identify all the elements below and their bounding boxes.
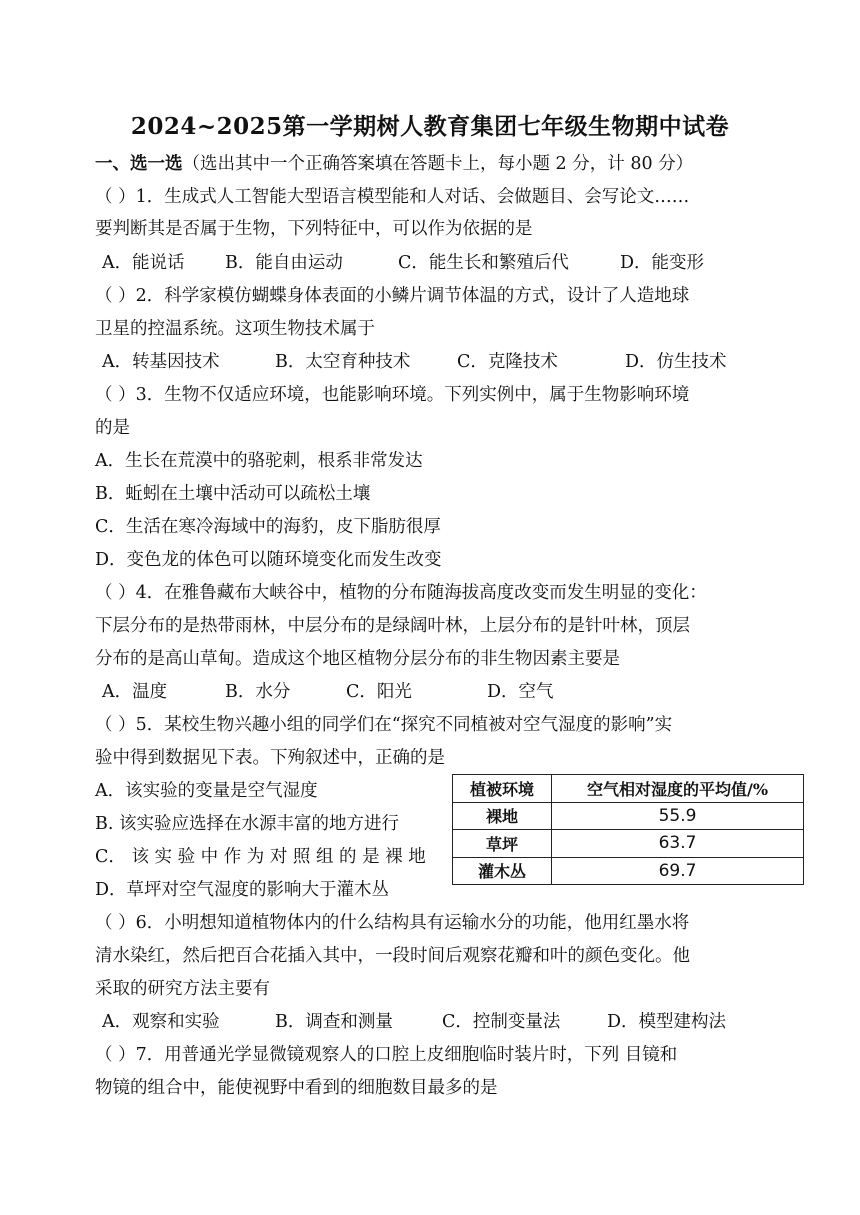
q3-option-d: D．变色龙的体色可以随环境变化而发生改变 [95, 550, 442, 570]
q6-option-d: D．模型建构法 [607, 1012, 727, 1032]
q3-option-b: B．蚯蚓在土壤中活动可以疏松土壤 [95, 484, 371, 504]
q1-option-b: B．能自由运动 [225, 253, 343, 273]
q1-option-d: D．能变形 [620, 253, 705, 273]
q4-option-a: A．温度 [102, 682, 168, 702]
q2-line-2: 卫星的控温系统。这项生物技术属于 [95, 319, 375, 339]
table-row [453, 802, 804, 830]
q5-line-1: （ ）5．某校生物兴趣小组的同学们在“探究不同植被对空气湿度的影响”实 [95, 715, 673, 735]
q2-line-1: （ ）2．科学家模仿蝴蝶身体表面的小鳞片调节体温的方式，设计了人造地球 [95, 286, 690, 306]
q4-line-2: 下层分布的是热带雨林，中层分布的是绿阔叶林，上层分布的是针叶林，顶层 [95, 616, 690, 636]
q5-option-c: C． 该 实 验 中 作 为 对 照 组 的 是 裸 地 [95, 847, 426, 867]
q6-line-2: 清水染红，然后把百合花插入其中，一段时间后观察花瓣和叶的颜色变化。他 [95, 946, 690, 966]
q6-line-1: （ ）6．小明想知道植物体内的什么结构具有运输水分的功能，他用红墨水将 [95, 913, 690, 933]
table-cell-env: 灌木丛 [453, 857, 552, 885]
q5-line-2: 验中得到数据见下表。下殉叙述中，正确的是 [95, 748, 445, 768]
section-heading-line [95, 153, 775, 175]
q4-option-b: B．水分 [225, 682, 291, 702]
q5-option-d: D．草坪对空气湿度的影响大于灌木丛 [95, 880, 390, 900]
table-cell-value: 69.7 [552, 857, 804, 885]
table-row [453, 857, 804, 885]
table-cell-env: 裸地 [453, 802, 552, 830]
q6-line-3: 采取的研究方法主要有 [95, 979, 270, 999]
table-header-humidity: 空气相对湿度的平均值/% [552, 775, 804, 803]
section-heading: 一、选一选 [95, 154, 183, 174]
humidity-table [452, 774, 804, 885]
q7-line-2: 物镜的组合中，能使视野中看到的细胞数目最多的是 [95, 1078, 498, 1098]
table-cell-value: 55.9 [552, 802, 804, 830]
table-cell-env: 草坪 [453, 830, 552, 858]
table-row [453, 830, 804, 858]
section-note: （选出其中一个正确答案填在答题卡上，每小题 2 分，计 80 分） [182, 154, 694, 174]
q4-option-d: D．空气 [487, 682, 554, 702]
q7-line-1: （ ）7．用普通光学显微镜观察人的口腔上皮细胞临时装片时，下列 目镜和 [95, 1045, 678, 1065]
q3-line-1: （ ）3．生物不仅适应环境，也能影响环境。下列实例中，属于生物影响环境 [95, 385, 690, 405]
q5-option-a: A．该实验的变量是空气湿度 [95, 781, 318, 801]
q3-line-2: 的是 [95, 418, 130, 438]
q4-option-c: C．阳光 [346, 682, 412, 702]
q2-option-a: A．转基因技术 [102, 352, 220, 372]
q6-option-b: B．调查和测量 [275, 1012, 393, 1032]
table-cell-value: 63.7 [552, 830, 804, 858]
q4-line-3: 分布的是高山草甸。造成这个地区植物分层分布的非生物因素主要是 [95, 649, 620, 669]
table-header-row [453, 775, 804, 803]
humidity-table-wrap [452, 774, 804, 885]
q1-line-1: （ ）1．生成式人工智能大型语言模型能和人对话、会做题目、会写论文…… [95, 187, 690, 207]
table-header-env: 植被环境 [453, 775, 552, 803]
q1-line-2: 要判断其是否属于生物，下列特征中，可以作为依据的是 [95, 219, 533, 239]
page-title: 2024~2025第一学期树人教育集团七年级生物期中试卷 [130, 113, 730, 140]
q5-option-b: B. 该实验应选择在水源丰富的地方进行 [95, 814, 399, 834]
q1-option-c: C．能生长和繁殖后代 [398, 253, 569, 273]
q1-option-a: A．能说话 [102, 253, 185, 273]
q2-option-d: D．仿生技术 [625, 352, 727, 372]
q2-option-b: B．太空育种技术 [275, 352, 411, 372]
q4-line-1: （ ）4．在雅鲁藏布大峡谷中，植物的分布随海拔高度改变而发生明显的变化： [95, 583, 707, 603]
q6-option-a: A．观察和实验 [102, 1012, 220, 1032]
q2-option-c: C．克隆技术 [457, 352, 558, 372]
q3-option-c: C．生活在寒冷海域中的海豹，皮下脂肪很厚 [95, 517, 441, 537]
q6-option-c: C．控制变量法 [442, 1012, 561, 1032]
q3-option-a: A．生长在荒漠中的骆驼刺，根系非常发达 [95, 451, 423, 471]
